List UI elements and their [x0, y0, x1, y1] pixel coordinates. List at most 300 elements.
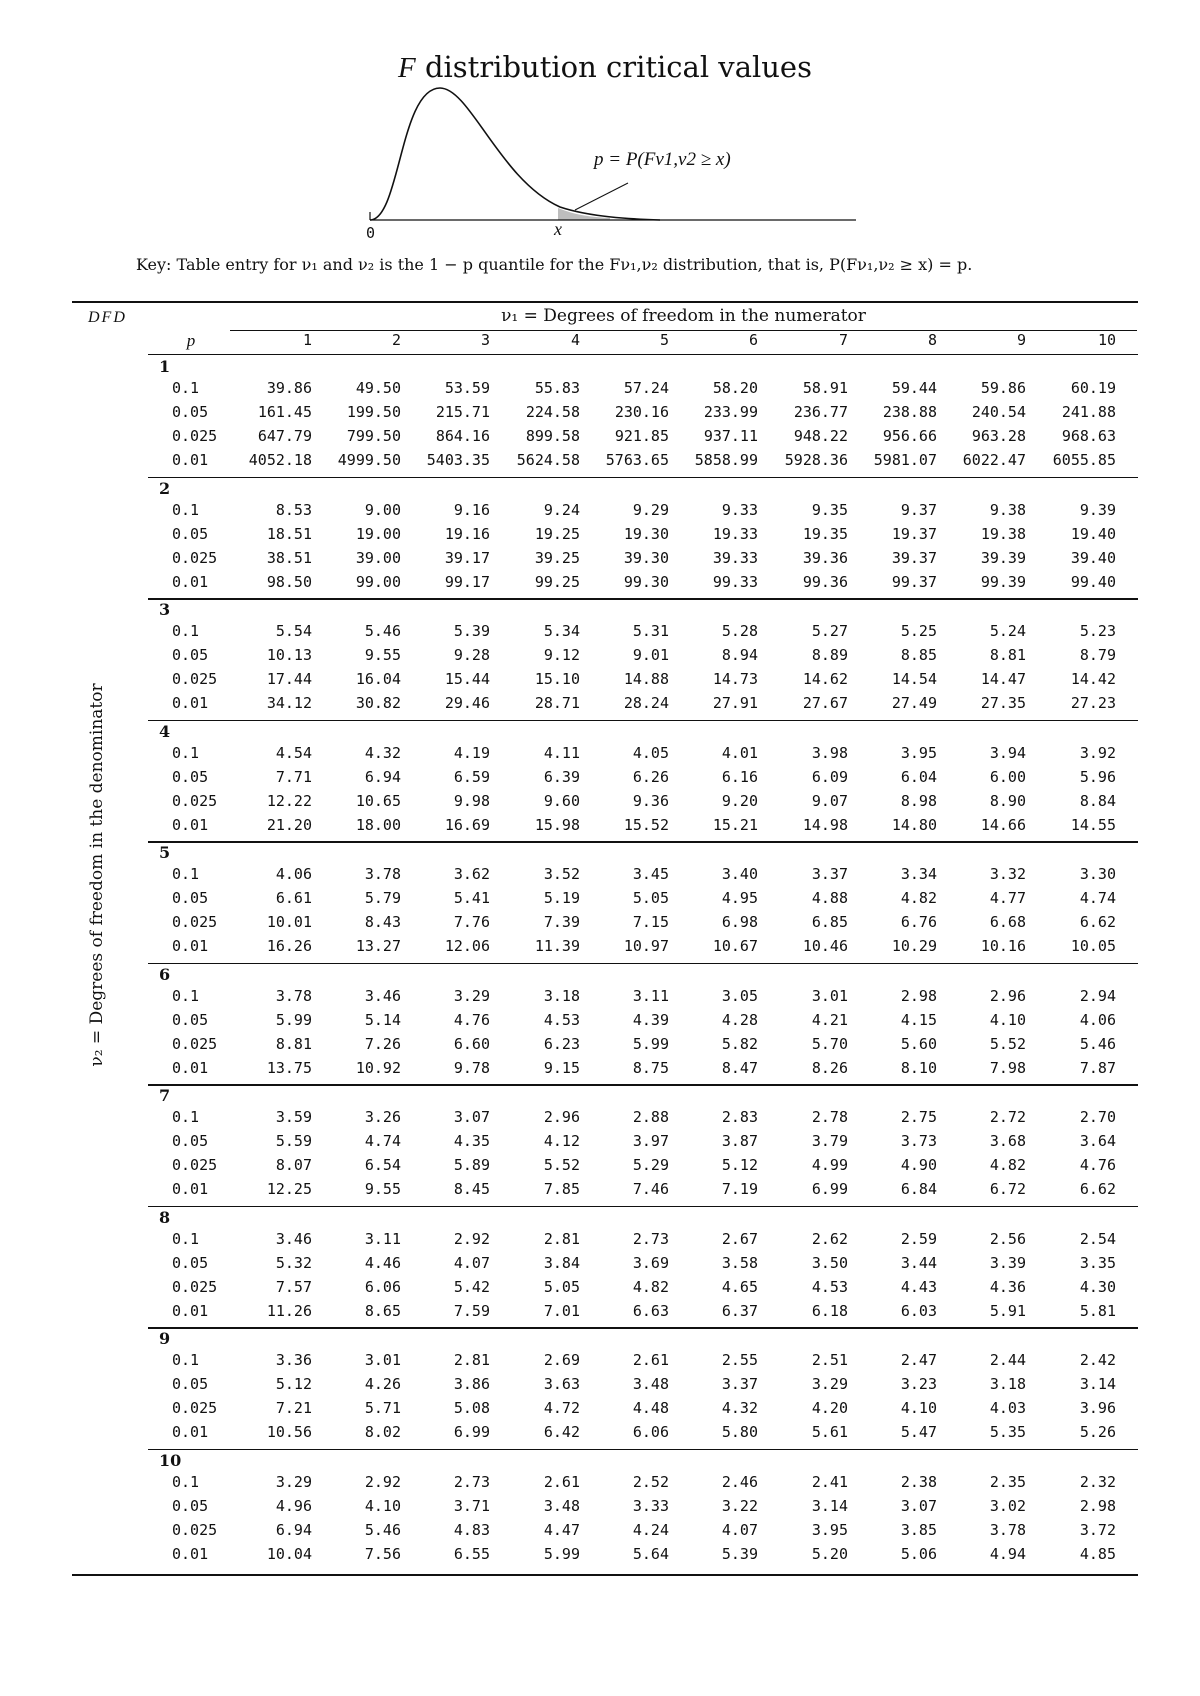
- critical-value-cell: 99.40: [1070, 572, 1116, 591]
- critical-value-cell: 5.42: [453, 1277, 490, 1296]
- critical-value-cell: 5624.58: [516, 451, 580, 469]
- critical-value-cell: 5.39: [453, 622, 490, 640]
- critical-value-cell: 4.01: [721, 743, 758, 762]
- critical-value-cell: 11.39: [534, 937, 580, 955]
- critical-value-cell: 9.12: [543, 646, 580, 664]
- table-row: [148, 1252, 1138, 1276]
- critical-value-cell: 4.26: [364, 1375, 401, 1393]
- table-row: [148, 377, 1138, 401]
- critical-value-cell: 3.95: [811, 1520, 848, 1539]
- critical-value-cell: 3.97: [632, 1132, 669, 1150]
- critical-value-cell: 5.23: [1079, 622, 1116, 640]
- critical-value-cell: 3.96: [1079, 1399, 1116, 1417]
- critical-value-cell: 5.46: [364, 622, 401, 640]
- critical-value-cell: 3.26: [364, 1108, 401, 1126]
- group-label-v2-4: 4: [159, 721, 171, 741]
- critical-value-cell: 7.56: [364, 1544, 401, 1563]
- critical-value-cell: 2.94: [1079, 986, 1116, 1005]
- p-value-cell: 0.05: [172, 524, 209, 543]
- critical-value-cell: 8.02: [364, 1423, 401, 1441]
- column-header-6: 6: [748, 331, 758, 349]
- critical-value-cell: 3.84: [543, 1253, 580, 1272]
- critical-value-cell: 19.37: [891, 524, 937, 543]
- critical-value-cell: 4.85: [1079, 1544, 1116, 1563]
- critical-value-cell: 2.75: [900, 1108, 937, 1126]
- critical-value-cell: 9.16: [453, 500, 490, 519]
- critical-value-cell: 3.92: [1079, 743, 1116, 762]
- critical-value-cell: 14.88: [623, 670, 669, 688]
- p-value-cell: 0.025: [172, 1399, 218, 1417]
- critical-value-cell: 16.26: [266, 937, 312, 955]
- critical-value-cell: 10.56: [266, 1423, 312, 1441]
- critical-value-cell: 6.18: [811, 1301, 848, 1320]
- critical-value-cell: 3.39: [989, 1253, 1026, 1272]
- p-value-cell: 0.025: [172, 1156, 218, 1174]
- group-label-v2-3: 3: [159, 600, 171, 619]
- critical-value-cell: 5.41: [453, 889, 490, 907]
- critical-value-cell: 7.39: [543, 913, 580, 931]
- critical-value-cell: 8.53: [275, 500, 312, 519]
- critical-value-cell: 49.50: [355, 379, 401, 397]
- critical-value-cell: 3.23: [900, 1375, 937, 1393]
- critical-value-cell: 16.69: [444, 815, 490, 834]
- critical-value-cell: 5.24: [989, 622, 1026, 640]
- critical-value-cell: 27.35: [980, 694, 1026, 712]
- p-value-cell: 0.01: [172, 937, 209, 955]
- critical-value-cell: 5.27: [811, 622, 848, 640]
- group-separator: [148, 1084, 1138, 1086]
- critical-value-cell: 8.10: [900, 1058, 937, 1077]
- critical-value-cell: 4.72: [543, 1399, 580, 1417]
- critical-value-cell: 5.26: [1079, 1423, 1116, 1441]
- table-row: [148, 523, 1138, 547]
- column-header-10: 10: [1097, 331, 1116, 349]
- critical-value-cell: 5928.36: [784, 451, 848, 469]
- critical-value-cell: 4.82: [900, 889, 937, 907]
- critical-value-cell: 39.17: [444, 548, 490, 567]
- table-row: [148, 692, 1138, 716]
- critical-value-cell: 241.88: [1061, 403, 1116, 421]
- critical-value-cell: 9.28: [453, 646, 490, 664]
- critical-value-cell: 39.00: [355, 548, 401, 567]
- critical-value-cell: 3.29: [811, 1375, 848, 1393]
- critical-value-cell: 39.25: [534, 548, 580, 567]
- p-value-cell: 0.05: [172, 403, 209, 421]
- critical-value-cell: 19.38: [980, 524, 1026, 543]
- critical-value-cell: 6.06: [364, 1277, 401, 1296]
- critical-value-cell: 3.52: [543, 865, 580, 883]
- critical-value-cell: 5.31: [632, 622, 669, 640]
- p-value-cell: 0.01: [172, 572, 209, 591]
- critical-value-cell: 5.99: [543, 1544, 580, 1563]
- critical-value-cell: 4.90: [900, 1156, 937, 1174]
- p-value-cell: 0.025: [172, 1520, 218, 1539]
- column-header-5: 5: [659, 331, 669, 349]
- critical-value-cell: 2.56: [989, 1229, 1026, 1248]
- critical-value-cell: 27.49: [891, 694, 937, 712]
- critical-value-cell: 14.66: [980, 815, 1026, 834]
- critical-value-cell: 2.51: [811, 1351, 848, 1369]
- critical-value-cell: 9.78: [453, 1058, 490, 1077]
- critical-value-cell: 99.33: [712, 572, 758, 591]
- p-column-header: p: [186, 331, 196, 350]
- critical-value-cell: 3.94: [989, 743, 1026, 762]
- group-separator: [148, 963, 1138, 965]
- critical-value-cell: 3.58: [721, 1253, 758, 1272]
- critical-value-cell: 15.21: [712, 815, 758, 834]
- critical-value-cell: 2.70: [1079, 1108, 1116, 1126]
- critical-value-cell: 14.47: [980, 670, 1026, 688]
- critical-value-cell: 7.21: [275, 1399, 312, 1417]
- critical-value-cell: 4.83: [453, 1520, 490, 1539]
- critical-value-cell: 14.55: [1070, 815, 1116, 834]
- table-row: [148, 1228, 1138, 1252]
- critical-value-cell: 10.29: [891, 937, 937, 955]
- critical-value-cell: 6.09: [811, 767, 848, 786]
- critical-value-cell: 39.37: [891, 548, 937, 567]
- critical-value-cell: 10.01: [266, 913, 312, 931]
- critical-value-cell: 4.53: [811, 1277, 848, 1296]
- critical-value-cell: 2.61: [543, 1472, 580, 1491]
- critical-value-cell: 2.96: [989, 986, 1026, 1005]
- critical-value-cell: 2.55: [721, 1351, 758, 1369]
- critical-value-cell: 30.82: [355, 694, 401, 712]
- critical-value-cell: 4.95: [721, 889, 758, 907]
- critical-value-cell: 6.06: [632, 1423, 669, 1441]
- table-row: [148, 985, 1138, 1009]
- table-row: [148, 814, 1138, 838]
- critical-value-cell: 8.65: [364, 1301, 401, 1320]
- critical-value-cell: 5.71: [364, 1399, 401, 1417]
- table-row: [148, 1154, 1138, 1178]
- critical-value-cell: 6.72: [989, 1180, 1026, 1198]
- critical-value-cell: 6.94: [364, 767, 401, 786]
- critical-value-cell: 5858.99: [694, 451, 758, 469]
- critical-value-cell: 2.88: [632, 1108, 669, 1126]
- critical-value-cell: 34.12: [266, 694, 312, 712]
- critical-value-cell: 2.42: [1079, 1351, 1116, 1369]
- critical-value-cell: 15.44: [444, 670, 490, 688]
- critical-value-cell: 2.38: [900, 1472, 937, 1491]
- table-row: [148, 766, 1138, 790]
- critical-value-cell: 3.48: [632, 1375, 669, 1393]
- critical-value-cell: 3.14: [1079, 1375, 1116, 1393]
- critical-value-cell: 39.36: [802, 548, 848, 567]
- critical-value-cell: 4.06: [275, 865, 312, 883]
- critical-value-cell: 3.07: [453, 1108, 490, 1126]
- critical-value-cell: 5.46: [364, 1520, 401, 1539]
- critical-value-cell: 5.08: [453, 1399, 490, 1417]
- critical-value-cell: 29.46: [444, 694, 490, 712]
- critical-value-cell: 13.75: [266, 1058, 312, 1077]
- p-value-cell: 0.1: [172, 743, 200, 762]
- table-row: [148, 1130, 1138, 1154]
- group-label-v2-6: 6: [159, 964, 171, 984]
- critical-value-cell: 9.55: [364, 646, 401, 664]
- p-value-cell: 0.025: [172, 1034, 218, 1053]
- table-row: [148, 571, 1138, 595]
- critical-value-cell: 4.30: [1079, 1277, 1116, 1296]
- p-value-cell: 0.01: [172, 1544, 209, 1563]
- p-value-cell: 0.01: [172, 1058, 209, 1077]
- critical-value-cell: 14.98: [802, 815, 848, 834]
- critical-value-cell: 8.90: [989, 791, 1026, 810]
- column-header-2: 2: [391, 331, 401, 349]
- critical-value-cell: 9.24: [543, 500, 580, 519]
- group-separator: [148, 1327, 1138, 1329]
- p-value-cell: 0.01: [172, 694, 209, 712]
- critical-value-cell: 4.46: [364, 1253, 401, 1272]
- critical-value-cell: 2.73: [453, 1472, 490, 1491]
- critical-value-cell: 9.00: [364, 500, 401, 519]
- critical-value-cell: 7.87: [1079, 1058, 1116, 1077]
- critical-value-cell: 6.37: [721, 1301, 758, 1320]
- critical-value-cell: 15.98: [534, 815, 580, 834]
- critical-value-cell: 6.63: [632, 1301, 669, 1320]
- critical-value-cell: 2.73: [632, 1229, 669, 1248]
- critical-value-cell: 3.59: [275, 1108, 312, 1126]
- critical-value-cell: 4.76: [453, 1010, 490, 1029]
- critical-value-cell: 6.16: [721, 767, 758, 786]
- critical-value-cell: 9.01: [632, 646, 669, 664]
- critical-value-cell: 5981.07: [873, 451, 937, 469]
- critical-value-cell: 7.59: [453, 1301, 490, 1320]
- critical-value-cell: 3.46: [275, 1229, 312, 1248]
- critical-value-cell: 956.66: [882, 427, 937, 445]
- critical-value-cell: 99.30: [623, 572, 669, 591]
- critical-value-cell: 2.98: [1079, 1496, 1116, 1515]
- critical-value-cell: 8.45: [453, 1180, 490, 1198]
- table-row: [148, 1397, 1138, 1421]
- critical-value-cell: 99.37: [891, 572, 937, 591]
- dfd-label: DFD: [88, 309, 127, 326]
- critical-value-cell: 4.07: [453, 1253, 490, 1272]
- critical-value-cell: 3.78: [275, 986, 312, 1005]
- critical-value-cell: 3.14: [811, 1496, 848, 1515]
- p-value-cell: 0.05: [172, 889, 209, 907]
- critical-value-cell: 7.01: [543, 1301, 580, 1320]
- group-label-v2-5: 5: [159, 843, 171, 862]
- upper-tail-shading: [558, 208, 610, 220]
- critical-value-cell: 5.47: [900, 1423, 937, 1441]
- p-value-cell: 0.01: [172, 1180, 209, 1198]
- critical-value-cell: 6.98: [721, 913, 758, 931]
- critical-value-cell: 5.25: [900, 622, 937, 640]
- critical-value-cell: 4.82: [989, 1156, 1026, 1174]
- p-value-cell: 0.1: [172, 1472, 200, 1491]
- critical-value-cell: 27.67: [802, 694, 848, 712]
- critical-value-cell: 4.12: [543, 1132, 580, 1150]
- critical-value-cell: 4.20: [811, 1399, 848, 1417]
- critical-value-cell: 7.57: [275, 1277, 312, 1296]
- table-top-rule: [72, 301, 1138, 303]
- critical-value-cell: 236.77: [793, 403, 848, 421]
- critical-value-cell: 5.82: [721, 1034, 758, 1053]
- critical-value-cell: 2.98: [900, 986, 937, 1005]
- p-value-cell: 0.1: [172, 865, 200, 883]
- denominator-label: ν₂ = Degrees of freedom in the denominator: [87, 683, 107, 1067]
- critical-value-cell: 6.62: [1079, 1180, 1116, 1198]
- critical-value-cell: 2.32: [1079, 1472, 1116, 1491]
- critical-value-cell: 5.59: [275, 1132, 312, 1150]
- critical-value-cell: 12.25: [266, 1180, 312, 1198]
- critical-value-cell: 4.74: [1079, 889, 1116, 907]
- critical-value-cell: 10.65: [355, 791, 401, 810]
- critical-value-cell: 2.35: [989, 1472, 1026, 1491]
- p-value-cell: 0.1: [172, 1108, 200, 1126]
- table-row: [148, 1543, 1138, 1567]
- critical-value-cell: 3.02: [989, 1496, 1026, 1515]
- p-value-cell: 0.01: [172, 1301, 209, 1320]
- table-row: [148, 644, 1138, 668]
- critical-value-cell: 5.79: [364, 889, 401, 907]
- critical-value-cell: 3.62: [453, 865, 490, 883]
- critical-value-cell: 39.40: [1070, 548, 1116, 567]
- critical-value-cell: 8.81: [275, 1034, 312, 1053]
- critical-value-cell: 60.19: [1070, 379, 1116, 397]
- critical-value-cell: 10.04: [266, 1544, 312, 1563]
- critical-value-cell: 5.81: [1079, 1301, 1116, 1320]
- group-label-v2-1: 1: [159, 357, 171, 376]
- table-row: [148, 1106, 1138, 1130]
- critical-value-cell: 4.32: [364, 743, 401, 762]
- critical-value-cell: 5.80: [721, 1423, 758, 1441]
- critical-value-cell: 3.36: [275, 1351, 312, 1369]
- critical-value-cell: 57.24: [623, 379, 669, 397]
- critical-value-cell: 3.44: [900, 1253, 937, 1272]
- critical-value-cell: 5.70: [811, 1034, 848, 1053]
- critical-value-cell: 14.73: [712, 670, 758, 688]
- critical-value-cell: 3.40: [721, 865, 758, 883]
- table-row: [148, 1300, 1138, 1324]
- critical-value-cell: 3.86: [453, 1375, 490, 1393]
- critical-value-cell: 16.04: [355, 670, 401, 688]
- critical-value-cell: 3.63: [543, 1375, 580, 1393]
- critical-value-cell: 5.14: [364, 1010, 401, 1029]
- critical-value-cell: 4.03: [989, 1399, 1026, 1417]
- critical-value-cell: 19.16: [444, 524, 490, 543]
- critical-value-cell: 18.51: [266, 524, 312, 543]
- critical-value-cell: 5.54: [275, 622, 312, 640]
- tail-probability-annotation: p = P(Fν1,ν2 ≥ x): [594, 149, 731, 170]
- critical-value-cell: 28.71: [534, 694, 580, 712]
- critical-value-cell: 3.34: [900, 865, 937, 883]
- critical-value-cell: 5.39: [721, 1544, 758, 1563]
- table-row: [148, 1178, 1138, 1202]
- critical-value-cell: 4.53: [543, 1010, 580, 1029]
- table-row: [148, 1495, 1138, 1519]
- critical-value-cell: 6.55: [453, 1544, 490, 1563]
- p-value-cell: 0.05: [172, 1496, 209, 1515]
- critical-value-cell: 4.19: [453, 743, 490, 762]
- critical-value-cell: 27.91: [712, 694, 758, 712]
- critical-value-cell: 948.22: [793, 427, 848, 445]
- critical-value-cell: 28.24: [623, 694, 669, 712]
- critical-value-cell: 2.69: [543, 1351, 580, 1369]
- critical-value-cell: 6.85: [811, 913, 848, 931]
- critical-value-cell: 4.39: [632, 1010, 669, 1029]
- critical-value-cell: 2.67: [721, 1229, 758, 1248]
- critical-value-cell: 161.45: [257, 403, 312, 421]
- critical-value-cell: 19.40: [1070, 524, 1116, 543]
- critical-value-cell: 6.03: [900, 1301, 937, 1320]
- critical-value-cell: 6.94: [275, 1520, 312, 1539]
- critical-value-cell: 2.62: [811, 1229, 848, 1248]
- critical-value-cell: 9.98: [453, 791, 490, 810]
- column-header-1: 1: [302, 331, 312, 349]
- critical-value-cell: 38.51: [266, 548, 312, 567]
- critical-value-cell: 9.07: [811, 791, 848, 810]
- critical-value-cell: 39.33: [712, 548, 758, 567]
- critical-value-cell: 6.60: [453, 1034, 490, 1053]
- critical-value-cell: 8.26: [811, 1058, 848, 1077]
- critical-value-cell: 59.44: [891, 379, 937, 397]
- critical-value-cell: 12.06: [444, 937, 490, 955]
- critical-value-cell: 9.36: [632, 791, 669, 810]
- critical-value-cell: 98.50: [266, 572, 312, 591]
- critical-value-cell: 14.42: [1070, 670, 1116, 688]
- critical-value-cell: 10.13: [266, 646, 312, 664]
- critical-value-cell: 3.45: [632, 865, 669, 883]
- critical-value-cell: 5.05: [543, 1277, 580, 1296]
- critical-value-cell: 8.94: [721, 646, 758, 664]
- table-row: [148, 742, 1138, 766]
- critical-value-cell: 21.20: [266, 815, 312, 834]
- critical-value-cell: 4.06: [1079, 1010, 1116, 1029]
- critical-value-cell: 4.94: [989, 1544, 1026, 1563]
- table-row: [148, 668, 1138, 692]
- critical-value-cell: 5.46: [1079, 1034, 1116, 1053]
- p-value-cell: 0.01: [172, 1423, 209, 1441]
- group-separator: [148, 1206, 1138, 1208]
- numerator-header: ν₁ = Degrees of freedom in the numerator: [501, 306, 866, 326]
- critical-value-cell: 10.16: [980, 937, 1026, 955]
- critical-value-cell: 4.82: [632, 1277, 669, 1296]
- critical-value-cell: 2.72: [989, 1108, 1026, 1126]
- critical-value-cell: 3.35: [1079, 1253, 1116, 1272]
- critical-value-cell: 3.29: [275, 1472, 312, 1491]
- critical-value-cell: 4.65: [721, 1277, 758, 1296]
- critical-value-cell: 5.99: [275, 1010, 312, 1029]
- critical-value-cell: 9.35: [811, 500, 848, 519]
- critical-value-cell: 3.46: [364, 986, 401, 1005]
- critical-value-cell: 4.35: [453, 1132, 490, 1150]
- table-row: [148, 1033, 1138, 1057]
- critical-value-cell: 6.84: [900, 1180, 937, 1198]
- critical-value-cell: 5.19: [543, 889, 580, 907]
- critical-value-cell: 4052.18: [248, 451, 312, 469]
- critical-value-cell: 899.58: [525, 427, 580, 445]
- critical-value-cell: 8.47: [721, 1058, 758, 1077]
- critical-value-cell: 3.32: [989, 865, 1026, 883]
- critical-value-cell: 8.07: [275, 1156, 312, 1174]
- critical-value-cell: 3.29: [453, 986, 490, 1005]
- critical-value-cell: 7.76: [453, 913, 490, 931]
- critical-value-cell: 3.01: [364, 1351, 401, 1369]
- critical-value-cell: 15.52: [623, 815, 669, 834]
- critical-value-cell: 8.75: [632, 1058, 669, 1077]
- critical-value-cell: 238.88: [882, 403, 937, 421]
- critical-value-cell: 2.92: [364, 1472, 401, 1491]
- critical-value-cell: 8.43: [364, 913, 401, 931]
- critical-value-cell: 9.20: [721, 791, 758, 810]
- critical-value-cell: 3.98: [811, 743, 848, 762]
- table-row: [148, 499, 1138, 523]
- critical-value-cell: 647.79: [257, 427, 312, 445]
- critical-value-cell: 3.01: [811, 986, 848, 1005]
- critical-value-cell: 3.78: [364, 865, 401, 883]
- critical-value-cell: 9.38: [989, 500, 1026, 519]
